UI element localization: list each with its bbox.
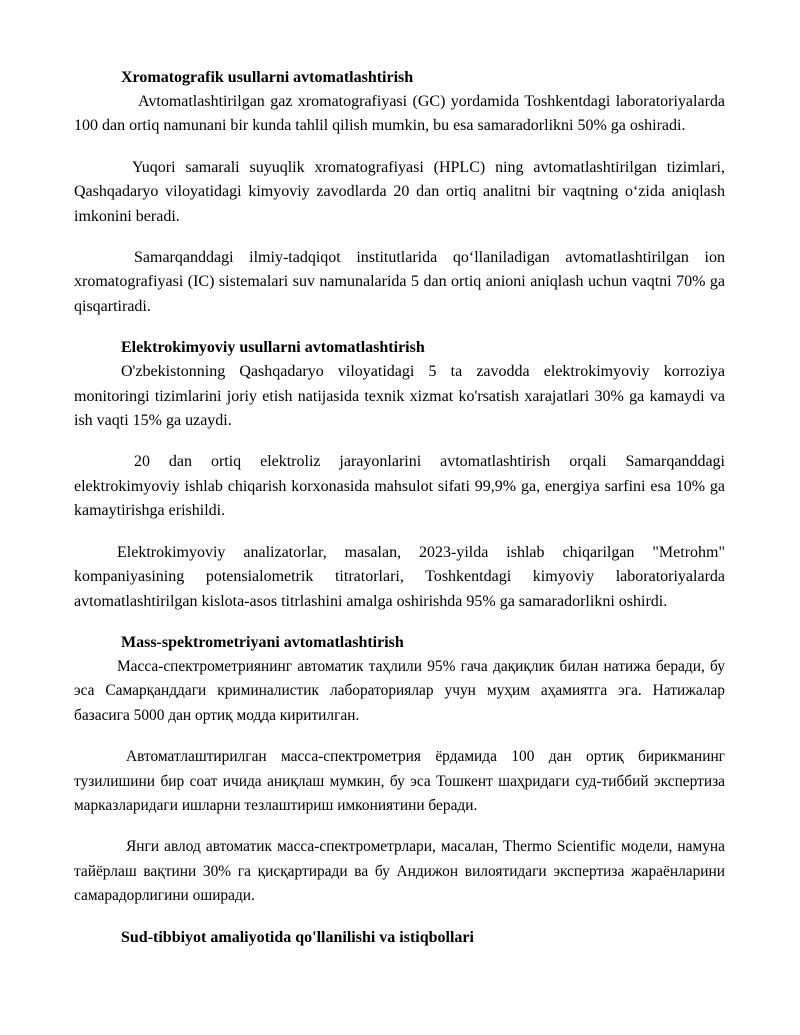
section-heading: Mass-spektrometriyani avtomatlashtirish bbox=[121, 633, 404, 651]
section-electrochemistry bbox=[74, 336, 725, 614]
paragraph: Avtomatlashtirilgan gaz xromatografiyasi (GC) yordamida Toshkentdagi laboratoriyalarda 100 dan ortiq namunani bir kunda tahlil qilish mumkin, bu esa samaradorlikni 50% ga oshiradi. bbox=[74, 93, 725, 135]
section-forensic-medicine bbox=[74, 926, 725, 950]
paragraph: Масса-спектрометриянинг автоматик таҳлили 95% гача дақиқлик билан натижа беради, бу эса Самарқанддаги криминалистик лабораториялар учун муҳим аҳамиятга эга. Натижалар базасига 5000 дан ортиқ модда киритилган. bbox=[74, 657, 725, 724]
paragraph: 20 dan ortiq elektroliz jarayonlarini avtomatlashtirish orqali Samarqanddagi elektrokimyoviy ishlab chiqarish korxonasida mahsulot sifati 99,9% ga, energiya sarfini esa 10% ga kamaytirishga erishildi. bbox=[74, 453, 725, 520]
paragraph: Автоматлаштирилган масса-спектрометрия ёрдамида 100 дан ортиқ бирикманинг тузилишини бир соат ичида аниқлаш мумкин, бу эса Тошкент шаҳридаги суд-тиббий экспертиза марказларидаги ишларни тезлаштириш имкониятини беради. bbox=[74, 748, 725, 814]
section-heading: Xromatografik usullarni avtomatlashtirish bbox=[121, 69, 414, 86]
section-heading: Sud-tibbiyot amaliyotida qo'llanilishi va istiqbollari bbox=[121, 928, 474, 946]
paragraph: O'zbekistonning Qashqadaryo viloyatidagi 5 ta zavodda elektrokimyoviy korroziya monitoringi tizimlarini joriy etish natijasida texnik xizmat ko'rsatish xarajatlari 30% ga kamaydi va ish vaqti 15% ga uzaydi. bbox=[74, 363, 725, 430]
paragraph: Yuqori samarali suyuqlik xromatografiyasi (HPLC) ning avtomatlashtirilgan tizimlari, Qashqadaryo viloyatidagi kimyoviy zavodlarda 20 dan ortiq analitni bir vaqtning o‘zida aniqlash imkonini beradi. bbox=[74, 158, 725, 225]
document-page bbox=[74, 66, 725, 950]
section-mass-spectrometry bbox=[74, 631, 725, 909]
paragraph: Samarqanddagi ilmiy-tadqiqot institutlarida qo‘llaniladigan avtomatlashtirilgan ion xromatografiyasi (IC) sistemalari suv namunalarida 5 dan ortiq anioni aniqlash uchun vaqtni 70% ga qisqartiradi. bbox=[74, 249, 725, 315]
paragraph: Янги авлод автоматик масса-спектрометрлари, масалан, Thermo Scientific модели, намуна тайёрлаш вақтини 30% га қисқартиради ва бу Андижон вилоятидаги экспертиза жараёнларини самарадорлигини оширади. bbox=[74, 838, 725, 905]
section-heading: Elektrokimyoviy usullarni avtomatlashtirish bbox=[121, 339, 425, 357]
section-chromatography bbox=[74, 66, 725, 319]
paragraph: Elektrokimyoviy analizatorlar, masalan, 2023-yilda ishlab chiqarilgan "Metrohm" kompaniyasining potensialometrik titratorlari, Toshkentdagi kimyoviy laboratoriyalarda avtomatlashtirilgan kislota-asos titrlashini amalga oshirishda 95% ga samaradorlikni oshirdi. bbox=[74, 543, 725, 610]
